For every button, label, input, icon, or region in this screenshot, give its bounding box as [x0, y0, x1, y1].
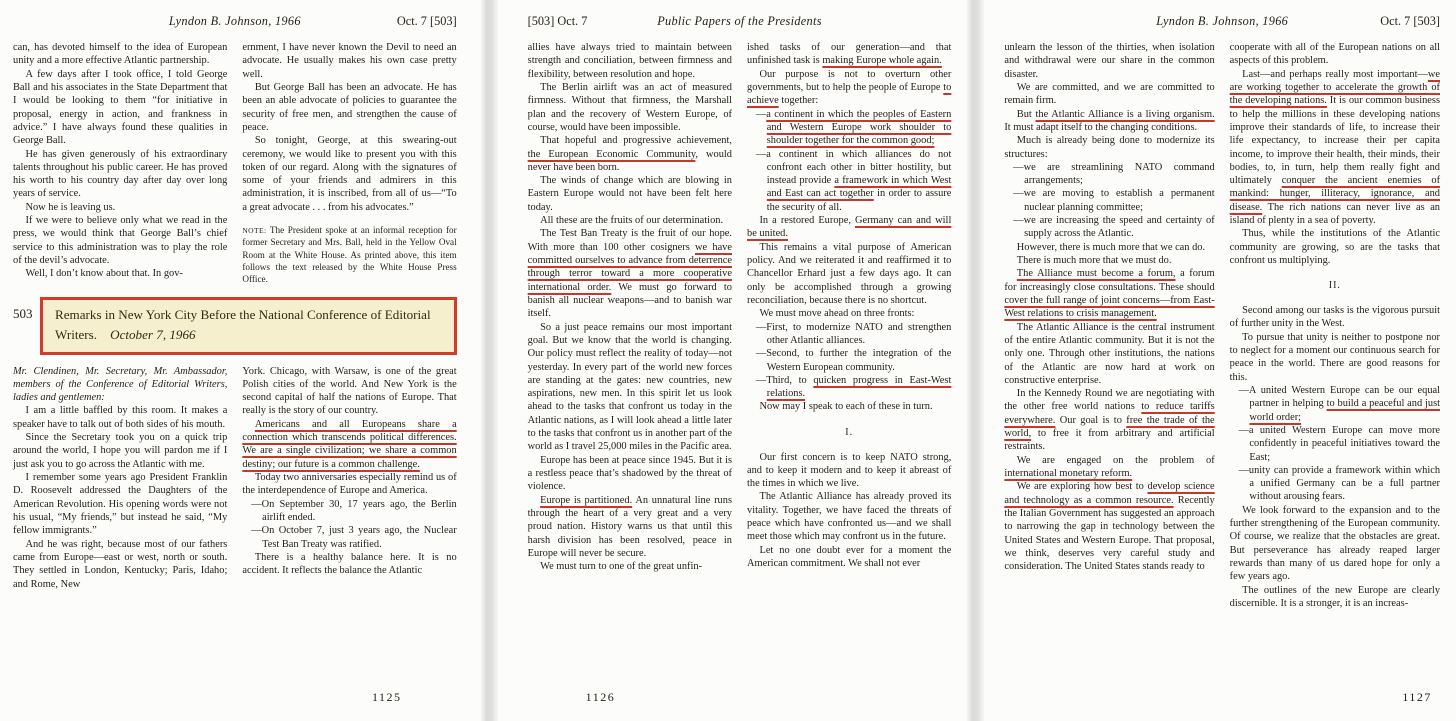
running-head-title: Public Papers of the Presidents — [657, 14, 822, 28]
paragraph: The winds of change which are blowing in Eastern Europe would not have been felt here today. — [527, 175, 732, 213]
paragraph: ernment, I have never known the Devil to need an advocate. He usually makes his own case pretty well. — [242, 42, 457, 80]
paragraph: The Test Ban Treaty is the fruit of our hope. With more than 100 other cosigners we have committed ourselves to advance from deterrence through terror toward a more cooperative international order. We must go forward to banish all nuclear weapons—and to banish war itself. — [527, 228, 732, 320]
paragraph: We must turn to one of the great unfin- — [540, 561, 703, 573]
page-number: 1125 — [372, 690, 402, 704]
paragraph: The outlines of the new Europe are clearly discernible. It is a stronger, it is an increas- — [1229, 584, 1441, 609]
salutation-paragraph: Mr. Clendinen, Mr. Secretary, Mr. Ambassador, members of the Conference of Editorial Writers, ladies and gentlemen: — [13, 365, 228, 404]
running-head — [528, 14, 952, 29]
paragraph: The Atlantic Alliance is the central instrument of the entire Atlantic community. But it is not the only one. Through other institutions, the nations of the Atlantic are now hard at work on constructive enterprise. — [1004, 321, 1215, 386]
paragraph: Much is already being done to modernize its structures: — [1004, 135, 1215, 160]
page-gutter — [967, 0, 984, 721]
paragraph: So a just peace remains our most important goal. But we know that the world is changing. Our policy must reflect the reality of today—not yesterday. In every part of the world new forces are standing at the gates: new countries, new aspirations, new men. In this spirit let us look ahead to the tasks that confront us today in the Atlantic nations, as I will look ahead a little later to the tasks that confront us in another part of the world as I travel 25,000 miles in the Pacific area. — [527, 321, 732, 453]
paragraph: Our first concern is to keep NATO strong, and to keep it modern and to keep it abreast of the times in which we live. — [747, 451, 952, 490]
page-1127 — [984, 0, 1456, 721]
paragraph: The Berlin airlift was an act of measured firmness. Without that firmness, the Marshall plan and the recovery of Western Europe, of course, would have been impossible. — [527, 81, 732, 133]
text-columns-top — [13, 41, 457, 285]
paragraph: We are committed, and we are committed to remain firm. — [1004, 81, 1215, 107]
paragraph: Last—and perhaps really most important—we are working together to accelerate the growth of the developing nations. It is our common business to help the millions in these developing nations improve their standards of life, to increase their life expectancy, to increase their per capita income, to improve their health, their minds, their bodies, to, in turn, help them really fight and ultimately conquer the ancient enemies of mankind: hunger, illiteracy, ignorance, and disease. The rich nations can never live as an island of plenty in a sea of poverty. — [1229, 68, 1441, 227]
paragraph: This remains a vital purpose of American policy. And we reiterated it and reaffirmed it to Chancellor Erhard just a few days ago. It can only be accomplished through a growing reconciliation, because there is no shortcut. — [747, 241, 952, 306]
paragraph: York. Chicago, with Warsaw, is one of the great Polish cities of the world. And New York is the second capital of half the nations of Europe. That really is the story of our country. — [242, 365, 457, 417]
paragraph: Now he is leaving us. — [25, 201, 116, 213]
paragraph: But the Atlantic Alliance is a living organism. It must adapt itself to the changing conditions. — [1004, 108, 1215, 133]
paragraph: And he was right, because most of our fathers came from Europe—east or west, north or south. They settled in London, Kentucky; Paris, Idaho; and Rome, New — [13, 538, 228, 590]
speech-title-row — [13, 297, 457, 354]
paragraph: The Atlantic Alliance has already proved its vitality. Together, we have faced the threats of peace which have confronted us—and we shall meet those which may confront us in the future. — [747, 491, 952, 543]
column-right — [747, 41, 951, 574]
paragraph: A few days after I took office, I told George Ball and his associates in the State Department that I would be looking to them “for initiative in proposal, energy in action, and frankness in advice.” I have always found these qualities in George Ball. — [13, 68, 228, 147]
page-1125 — [0, 0, 481, 721]
paragraph: So tonight, George, at this swearing-out ceremony, we would like to present you with this token of our regard. Along with the signatures of some of your friends and admirers in this administration, it is inscribed, from all of us—“To a great advocate . . . from his advocates.” — [242, 135, 457, 213]
page-number: 1126 — [585, 690, 616, 704]
list-item: —On September 30, 17 years ago, the Berlin airlift ended. — [251, 498, 457, 523]
paragraph: Our purpose is not to overturn other governments, but to help the people of Europe to achieve together: — [747, 68, 952, 107]
paragraph: allies have always tried to maintain between strength and conciliation, between firmness and flexibility, between resolution and hope. — [527, 42, 732, 80]
page-number: 1127 — [1402, 690, 1432, 704]
paragraph: Americans and all Europeans share a connection which transcends political differences. We are a single civilization; we share a common destiny; our future is a common challenge. — [242, 418, 457, 470]
paragraph: He has given generously of his extraordinary talents throughout his public career. He has proved his worth to his country day after day over long years of service. — [13, 148, 228, 200]
list-item: —unity can provide a framework within which a unified Germany can be a full partner without arousing fears. — [1238, 464, 1441, 503]
paragraph: Well, I don’t know about that. In gov- — [25, 268, 183, 280]
paragraph: We are exploring how best to develop science and technology as a common resource. Recently the Italian Government has suggested an approach to narrowing the gap in technology between the United States and Western Europe. That proposal, we think, deserves very careful study and consideration. The United States stands ready to — [1004, 481, 1215, 573]
section-marker: I. — [845, 426, 854, 438]
paragraph: In the Kennedy Round we are negotiating with the other free world nations to reduce tariffs everywhere. Our goal is to free the trade of the world, to free it from arbitrary and artificial restraints. — [1004, 388, 1215, 453]
paragraph: We are engaged on the problem of international monetary reform. — [1004, 454, 1215, 479]
paragraph: There is much more that we must do. — [1016, 255, 1172, 266]
paragraph: We must move ahead on three fronts: — [759, 308, 915, 320]
paragraph: All these are the fruits of our determination. — [540, 215, 724, 227]
paragraph: That hopeful and progressive achievement, the European Economic Community, would never have been born. — [527, 135, 732, 173]
text-columns — [528, 41, 952, 574]
paragraph: Europe has been at peace since 1945. But it is a restless peace that’s shadowed by the threat of violence. — [527, 454, 732, 493]
page-gutter — [481, 0, 498, 721]
highlighted-title-box: Remarks in New York City Before the National Conference of Editorial Writers. October 7, 1966 — [40, 297, 457, 354]
paragraph: But George Ball has been an advocate. He has been an able advocate of policies to guarantee the security of free men, and strengthen the cause of peace. — [242, 81, 457, 133]
list-item: —First, to modernize NATO and strengthen other Atlantic alliances. — [755, 321, 952, 346]
column-left — [528, 41, 732, 574]
running-head-date: Oct. 7 [503] — [1380, 14, 1440, 28]
paragraph: In a restored Europe, Germany can and will be united. — [747, 215, 952, 240]
paragraph: I remember some years ago President Franklin D. Roosevelt addressed the Daughters of the American Revolution. His opening words were not his usual, “My friends,” but instead he said, “My fellow immigrants.” — [13, 472, 228, 537]
item-number: 503 — [13, 306, 33, 322]
running-head-date: [503] Oct. 7 — [527, 14, 588, 28]
running-head — [13, 14, 457, 29]
paragraph: ished tasks of our generation—and that unfinished task is making Europe whole again. — [747, 42, 952, 67]
column-left — [1004, 41, 1214, 610]
running-head-title: Lyndon B. Johnson, 1966 — [168, 14, 301, 28]
list-item: —we are increasing the speed and certainty of supply across the Atlantic. — [1013, 215, 1215, 240]
list-item: —a continent in which alliances do not confront each other in bitter hostility, but instead provide a framework in which West and East can act together in order to assure the security of all. — [755, 148, 952, 213]
paragraph: There is a healthy balance here. It is no accident. It reflects the balance the Atlantic — [242, 551, 457, 577]
running-head — [1004, 14, 1440, 29]
paragraph: Since the Secretary took you on a quick trip around the world, I hope you will pardon me if I just ask you to go across the Atlantic with me. — [13, 432, 228, 470]
paragraph: If we were to believe only what we read in the press, we would think that George Ball’s chief service to this administration was to play the role of the devil’s advocate. — [13, 215, 228, 266]
paragraph: Now may I speak to each of these in turn. — [759, 401, 933, 413]
paragraph: Today two anniversaries especially remind us of the interdependence of Europe and America. — [242, 472, 457, 497]
paragraph: cooperate with all of the European nations on all aspects of this problem. — [1229, 42, 1441, 67]
running-head-title: Lyndon B. Johnson, 1966 — [1156, 14, 1289, 28]
running-head-date: Oct. 7 [503] — [396, 14, 457, 28]
list-item: —we are moving to establish a permanent nuclear planning committee; — [1013, 188, 1215, 213]
paragraph: can, has devoted himself to the idea of European unity and a more effective Atlantic partnership. — [13, 42, 228, 67]
text-columns-bottom — [13, 365, 457, 591]
list-item: —Third, to quicken progress in East-West relations. — [755, 374, 952, 400]
footnote: NOTE: The President spoke at an informal reception for former Secretary and Mrs. Ball, held in the Yellow Oval Room at the White House. As printed above, this item follows the text released by the White House Press Office. — [242, 225, 457, 284]
paragraph: We look forward to the expansion and to the further strengthening of the European community. Of course, we realize that the obstacles are great. But perseverance has already reaped larger rewards than many of us dared hope for only a few years ago. — [1229, 504, 1441, 583]
paragraph: Let no one doubt ever for a moment the American commitment. We shall not ever — [747, 544, 952, 570]
column-left — [13, 41, 227, 285]
list-item: —we are streamlining NATO command arrangements; — [1013, 161, 1215, 187]
text-columns — [1004, 41, 1440, 610]
paragraph: Thus, while the institutions of the Atlantic community are growing, so are the tasks that confront us multiplying. — [1229, 228, 1441, 266]
column-right — [242, 365, 456, 591]
column-right — [242, 41, 456, 285]
paragraph: Second among our tasks is the vigorous pursuit of further unity in the West. — [1229, 305, 1441, 330]
paragraph: To pursue that unity is neither to postpone nor to neglect for a moment our continuous search for peace in the world. There are good reasons for this. — [1229, 331, 1441, 383]
section-marker: II. — [1328, 280, 1341, 292]
list-item: —a united Western Europe can move more confidently in peaceful initiatives toward the East; — [1238, 424, 1441, 463]
paragraph: However, there is much more that we can do. — [1016, 241, 1206, 253]
column-left — [13, 365, 227, 591]
paragraph: Europe is partitioned. An unnatural line runs through the heart of a very great and a very proud nation. History warns us that until this harsh division has been resolved, peace in Europe will never be secure. — [527, 494, 732, 559]
paragraph: I am a little baffled by this room. It makes a speaker have to talk out of both sides of his mouth. — [13, 405, 228, 430]
list-item: —A united Western Europe can be our equal partner in helping to build a peaceful and just world order; — [1238, 384, 1441, 423]
list-item: —On October 7, just 3 years ago, the Nuclear Test Ban Treaty was ratified. — [251, 525, 457, 550]
paragraph: unlearn the lesson of the thirties, when isolation and withdrawal were our share in the common disaster. — [1004, 42, 1215, 80]
list-item: —Second, to further the integration of the Western European community. — [755, 348, 952, 373]
list-item: —a continent in which the peoples of Eastern and Western Europe work shoulder to shoulder together for the common good; — [755, 108, 952, 147]
column-right — [1230, 41, 1440, 610]
paragraph: The Alliance must become a forum, a forum for increasingly close consultations. These should cover the full range of joint concerns—from East-West relations to crisis management. — [1004, 268, 1215, 320]
page-1126 — [498, 0, 968, 721]
